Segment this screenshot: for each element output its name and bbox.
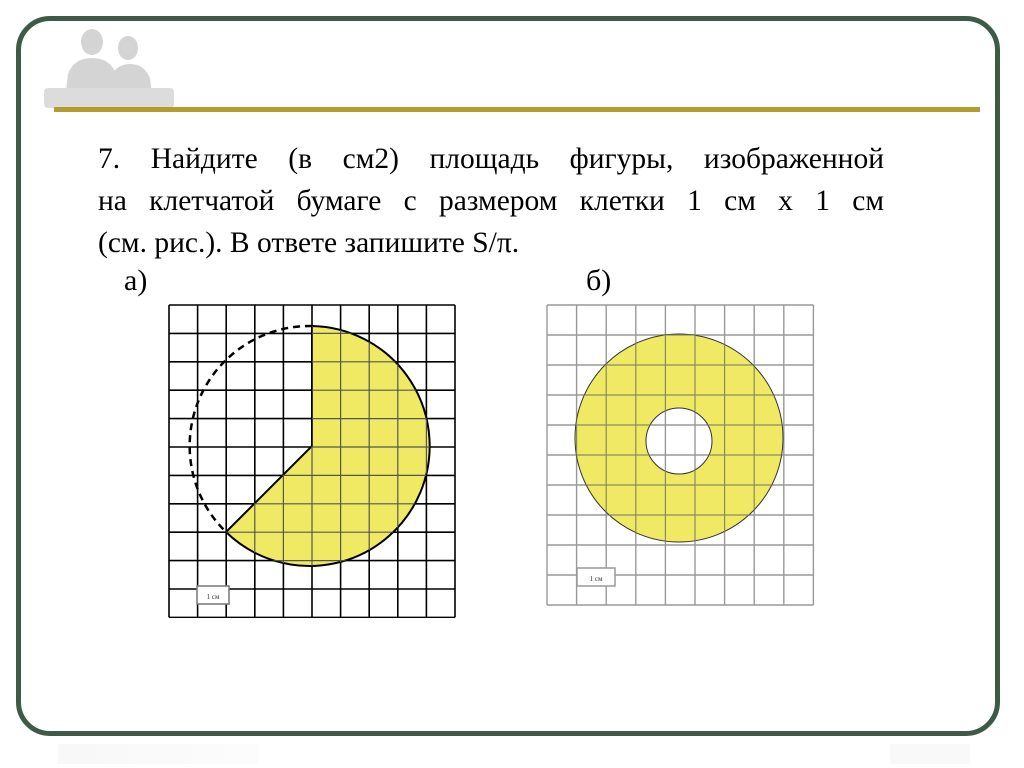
figure-b [546, 304, 816, 608]
figure-a-scale-label: 1 см [206, 593, 220, 601]
task-statement [98, 138, 884, 264]
slide-frame [16, 16, 1000, 736]
figure-a [168, 304, 458, 618]
figure-a-label: а) [124, 264, 148, 297]
figure-b-label: б) [586, 264, 612, 297]
header-rule [54, 107, 980, 112]
task-line-2: на клетчатой бумаге с размером клетки 1 см х 1 см [98, 185, 884, 217]
footer-right-faint [890, 744, 970, 764]
task-line-1: 7. Найдите (в см2) площадь фигуры, изображенной [98, 143, 884, 175]
task-line-3: (см. рис.). В ответе запишите S/π. [98, 227, 520, 259]
figure-b-scale-label: 1 см [589, 575, 603, 583]
people-silhouette-logo [44, 22, 174, 108]
footer-left-faint [58, 744, 258, 764]
